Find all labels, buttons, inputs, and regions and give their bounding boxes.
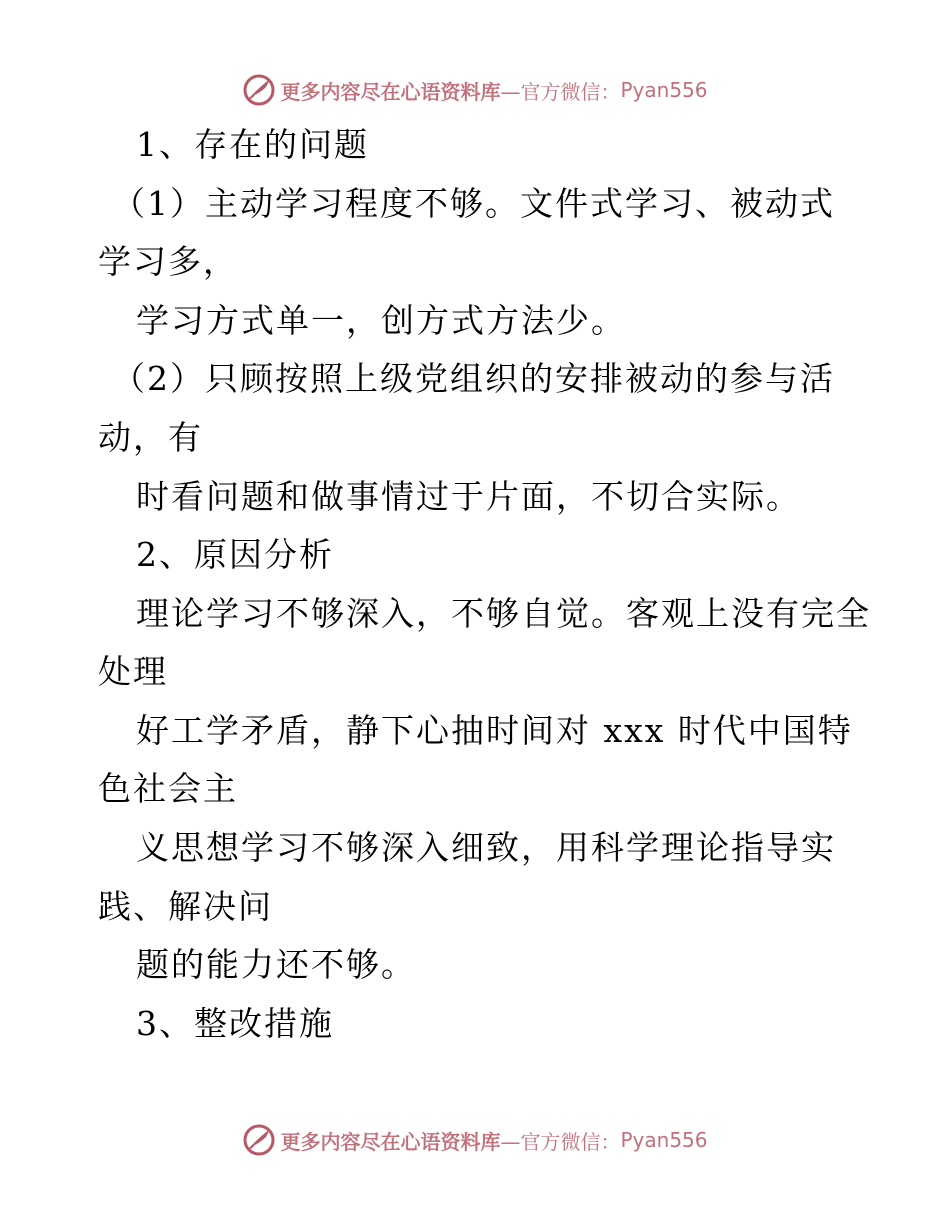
paragraph-line: 处理 <box>98 652 168 691</box>
paragraph-line: 色社会主 <box>98 769 238 808</box>
paragraph-line: 理论学习不够深入，不够自觉。客观上没有完全 <box>136 594 871 633</box>
watermark-text-wechat: —官方微信： <box>500 79 621 104</box>
watermark-text-main: 更多内容尽在心语资料库 <box>280 1129 501 1154</box>
paragraph-line: 时看问题和做事情过于片面，不切合实际。 <box>136 477 801 516</box>
section-heading-2: 2、原因分析 <box>136 535 334 574</box>
watermark-text-wechat: —官方微信： <box>500 1129 621 1154</box>
paragraph-line: 好工学矛盾，静下心抽时间对 xxx 时代中国特 <box>136 711 853 750</box>
watermark-banner-top <box>0 70 950 110</box>
paragraph-line: 学习多， <box>98 242 238 281</box>
paragraph-line: 义思想学习不够深入细致，用科学理论指导实 <box>136 828 836 867</box>
section-heading-3: 3、整改措施 <box>136 1004 334 1043</box>
watermark-text-main: 更多内容尽在心语资料库 <box>280 79 501 104</box>
paragraph-line: （1）主动学习程度不够。文件式学习、被动式 <box>112 184 835 223</box>
paragraph-line: （2）只顾按照上级党组织的安排被动的参与活 <box>112 359 835 398</box>
quill-pen-logo-icon <box>242 1123 276 1157</box>
paragraph-line: 动，有 <box>98 418 203 457</box>
paragraph-line: 践、解决问 <box>98 887 273 926</box>
watermark-text-id: Pyan556 <box>620 78 708 102</box>
watermark-banner-bottom <box>0 1120 950 1160</box>
paragraph-line: 题的能力还不够。 <box>136 945 416 984</box>
section-heading-1: 1、存在的问题 <box>136 125 369 164</box>
quill-pen-logo-icon <box>242 73 276 107</box>
watermark-text-id: Pyan556 <box>620 1128 708 1152</box>
paragraph-line: 学习方式单一，创方式方法少。 <box>136 301 626 340</box>
